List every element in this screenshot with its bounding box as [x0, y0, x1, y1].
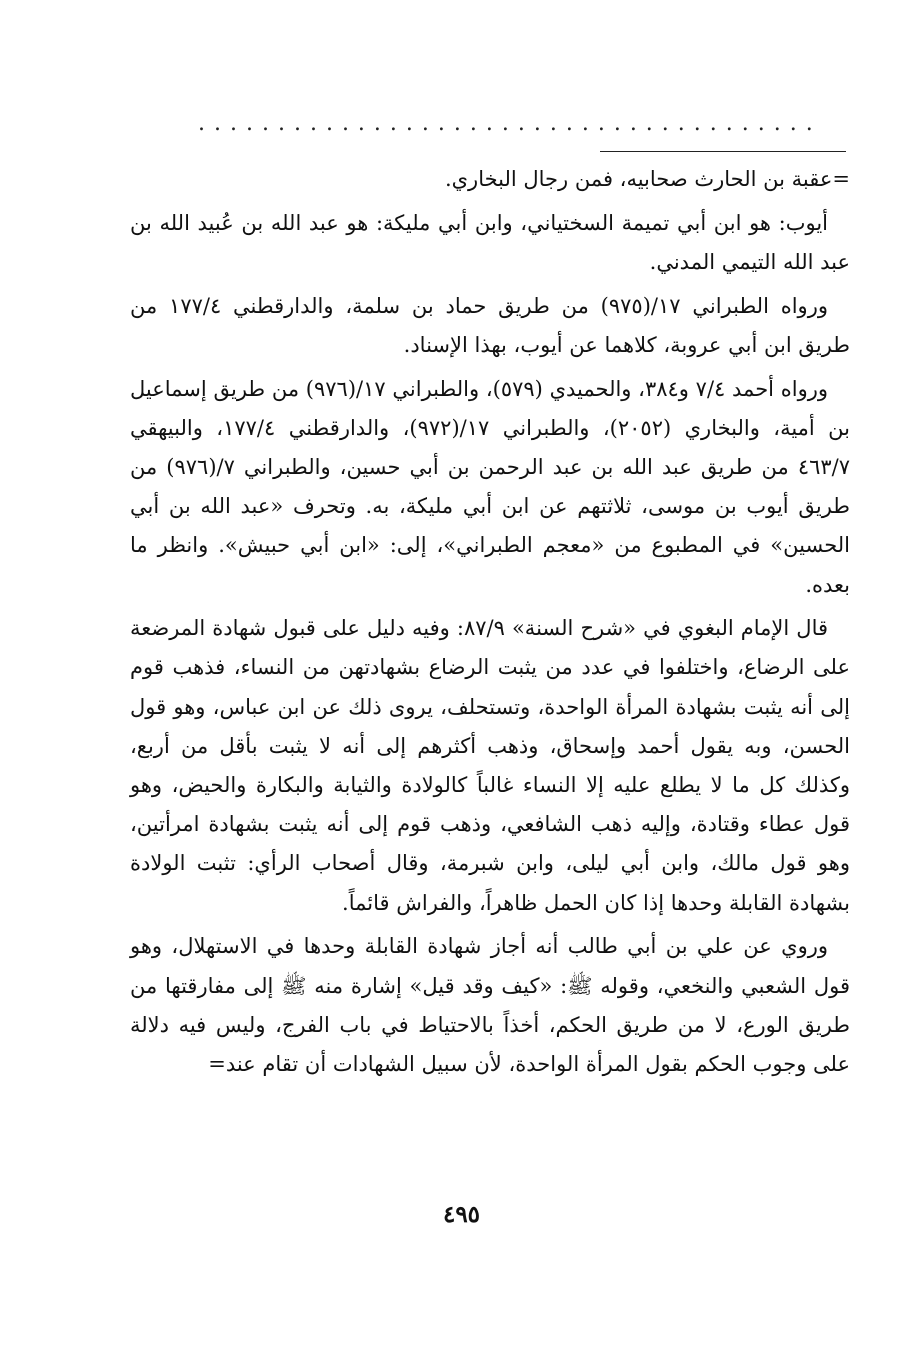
paragraph-ahmad-route: ورواه أحمد ٧/٤ و٣٨٤، والحميدي (٥٧٩)، والطبراني ١٧/(٩٧٦) من طريق إسماعيل بن أمية، والبخاري (٢٠٥٢)، والطبراني ١٧/(٩٧٢)، والدارقطني ١٧٧/٤، والبيهقي ٤٦٣/٧ من طريق عبد الله بن عبد الرحمن بن أبي حسين، والطبراني ٧/(٩٧٦) من طريق أيوب بن موسى، ثلاثتهم عن ابن أبي مليكة، به. وتحرف «عبد الله بن أبي الحسين» في المطبوع من «معجم الطبراني»، إلى: «ابن أبي حبيش». وانظر ما بعده. — [130, 376, 851, 597]
header-dotted-line: ....................................... — [198, 112, 822, 136]
footnote-separator-rule — [600, 151, 846, 152]
paragraph-ali-narration: وروي عن علي بن أبي طالب أنه أجاز شهادة القابلة وحدها في الاستهلال، وهو قول الشعبي والنخعي، وقوله ﷺ: «كيف وقد قيل» إشارة منه ﷺ إلى مفارقتها من طريق الورع، لا من طريق الحكم، أخذاً بالاحتياط في باب الفرج، وليس فيه دلالة على وجوب الحكم بقول المرأة الواحدة، لأن سبيل الشهادات أن تقام عند= — [130, 934, 850, 1076]
paragraph-continuation: =عقبة بن الحارث صحابيه، فمن رجال البخاري. — [444, 167, 850, 191]
paragraph-narrators: أيوب: هو ابن أبي تميمة السختياني، وابن أبي مليكة: هو عبد الله بن عُبيد الله بن عبد الله التيمي المدني. — [130, 210, 850, 274]
page-number: ٤٩٥ — [442, 1201, 481, 1228]
footnote-body — [130, 160, 850, 1089]
paragraph-tabarani-route: ورواه الطبراني ١٧/(٩٧٥) من طريق حماد بن سلمة، والدارقطني ١٧٧/٤ من طريق ابن أبي عروبة، كلاهما عن أيوب، بهذا الإسناد. — [130, 293, 850, 357]
paragraph-baghawi-quote: قال الإمام البغوي في «شرح السنة» ٨٧/٩: وفيه دليل على قبول شهادة المرضعة على الرضاع، واختلفوا في عدد من يثبت الرضاع بشهادتهن من النساء، فذهب قوم إلى أنه يثبت بشهادة المرأة الواحدة، وتستحلف، يروى ذلك عن ابن عباس، وهو قول الحسن، وبه يقول أحمد وإسحاق، وذهب أكثرهم إلى أنه لا يثبت بأقل من أربع، وكذلك كل ما لا يطلع عليه إلا النساء غالباً كالولادة والثيابة والبكارة والحيض، وهو قول عطاء وقتادة، وإليه ذهب الشافعي، وذهب قوم إلى أنه يثبت بشهادة امرأتين، وهو قول مالك، وابن أبي ليلى، وابن شبرمة، وقال أصحاب الرأي: تثبت الولادة بشهادة القابلة وحدها إذا كان الحمل ظاهراً، والفراش قائماً. — [130, 616, 850, 915]
